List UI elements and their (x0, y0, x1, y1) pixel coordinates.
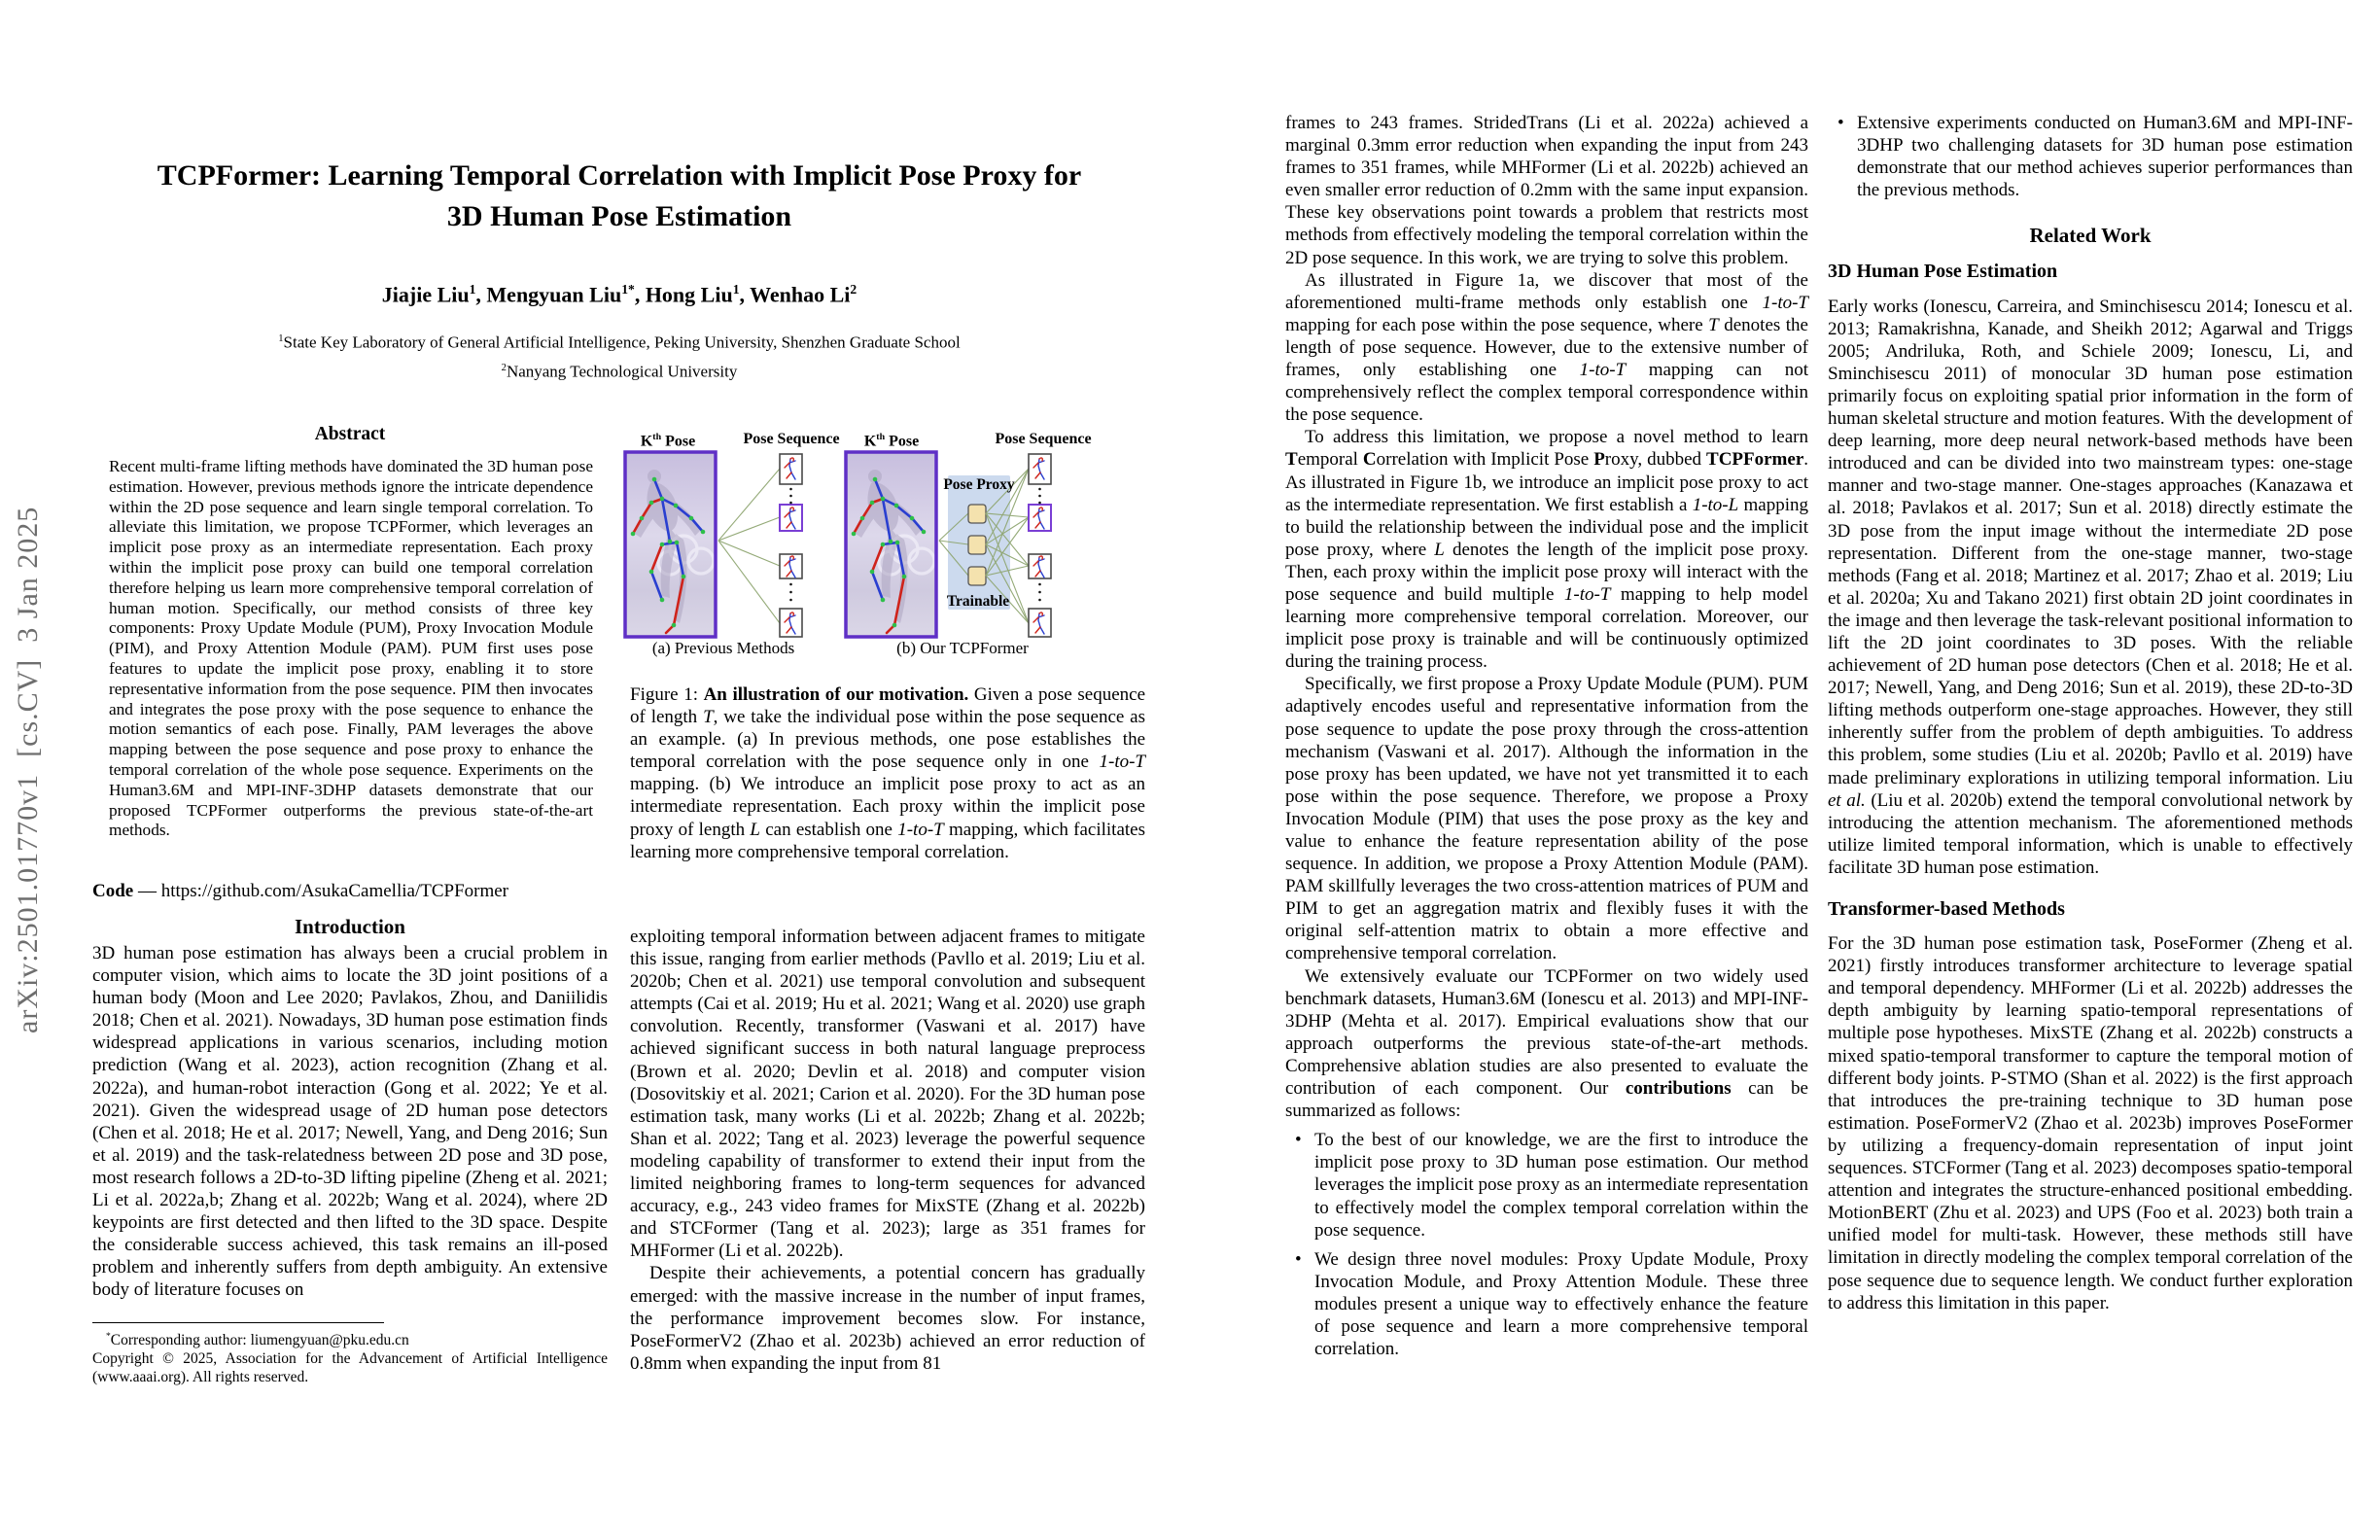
affiliation-line-2: $^2$Nanyang Technological University (501, 362, 738, 381)
bullet-text: We design three novel modules: Proxy Update Module, Proxy Invocation Module, and Proxy Attention Module. These three modules present a unique way to effectively enhance the feature of pose sequence and learn a more comprehensive temporal correlation. (1314, 1248, 1808, 1360)
bullet-text: Extensive experiments conducted on Human3.6M and MPI-INF-3DHP two challenging datasets for 3D human pose estimation demonstrate that our method achieves superior performances than the previous methods. (1857, 113, 2353, 201)
code-separator: — (133, 881, 161, 901)
paragraph: As illustrated in Figure 1a, we discover that most of the aforementioned multi-frame methods only establish one 1-to-T mapping for each pose within the pose sequence, where T denotes the length of pose sequence. However, due to the extensive number of frames, only establishing one 1-to-T mapping can not comprehensively reflect the complex temporal correspondence within the pose sequence. (1285, 269, 1808, 426)
paragraph: To address this limitation, we propose a novel method to learn Temporal Correlation with Implicit Pose Proxy, dubbed TCPFormer. As illustrated in Figure 1b, we introduce an implicit pose proxy to act as the intermediate representation. We first establish a 1-to-L mapping to build the relationship between the individual pose and the implicit pose proxy, where L denotes the length of the implicit pose proxy. Then, each proxy within the implicit pose proxy will interact with the pose sequence and build multiple 1-to-T mapping to help model learning more comprehensive temporal correlation. Moreover, our implicit pose proxy is trainable and will be continuously optimized during the training process. (1285, 427, 1808, 673)
bullet-icon: • (1295, 1248, 1302, 1270)
proxy-tokens (968, 505, 986, 585)
subsection-heading-transformer: Transformer-based Methods (1828, 898, 2065, 920)
paragraph: For the 3D human pose estimation task, PoseFormer (Zheng et al. 2021) firstly introduces transformer architecture to leverage spatial and temporal dependency. MHFormer (Li et al. 2022b) addresses the depth ambiguity by learning spatio-temporal representations of multiple pose hypotheses. MixSTE (Zhang et al. 2022b) constructs a mixed spatio-temporal transformer to capture the temporal motion of different body joints. P-STMO (Shan et al. 2022) is the first approach that introduces the pre-training technique to 3D human pose estimation. PoseFormerV2 (Zhao et al. 2023b) improves PoseFormer by utilizing a frequency-domain representation of input joint sequences. STCFormer (Tang et al. 2023) decomposes spatio-temporal attention and integrates the structure-enhanced positional embedding. MotionBERT (Zhu et al. 2023) and UPS (Foo et al. 2023) both train a unified model for multi-task. However, these methods still have limitation in directly modeling the complex temporal correlation of the pose sequence due to sequence length. We conduct further exploration to address this limitation in this paper. (1828, 933, 2353, 1313)
authors-line: Jiajie Liu$^1$, Mengyuan Liu$^{1*}$, Hong Liu$^1$, Wenhao Li$^2$ (381, 282, 858, 307)
paper-title-line-2: 3D Human Pose Estimation (446, 200, 792, 232)
paper-title (92, 156, 1146, 237)
paragraph: exploiting temporal information between adjacent frames to mitigate this issue, ranging from earlier methods (Pavllo et al. 2019; Liu et al. 2020b; Chen et al. 2021) use temporal convolution and subsequent attempts (Cai et al. 2019; Hu et al. 2021; Wang et al. 2020) use graph convolution. Recently, transformer (Vaswani et al. 2017) have achieved significant success in both natural language preprocess (Brown et al. 2020; Devlin et al. 2018) and computer vision (Dosovitskiy et al. 2021; Carion et al. 2020). For the 3D human pose estimation task, many works (Li et al. 2022b; Zhang et al. 2022b; Shan et al. 2022; Tang et al. 2023) leverage the powerful sequence modeling capability of transformer to extend their input from the limited neighboring frames to long-term sequences for advanced accuracy, e.g., 243 video frames for MixSTE (Zhang et al. 2022b) and STCFormer (Tang et al. 2023); large as 351 frames for MHFormer (Li et al. 2022b). (630, 927, 1145, 1262)
code-repo-link[interactable]: https://github.com/AsukaCamellia/TCPFormer (160, 881, 509, 901)
pose-sequence-label-b: Pose Sequence (995, 431, 1092, 447)
affiliation-line-1: $^1$State Key Laboratory of General Artificial Intelligence, Peking University, Shenzhen Graduate School (278, 332, 961, 352)
kth-pose-label-a: $K^{th}$ Pose (640, 432, 696, 450)
bullet-icon: • (1838, 113, 1844, 133)
introduction-paragraph: 3D human pose estimation has always been a crucial problem in computer vision, which aims to locate the 3D joint positions of a human body (Moon and Lee 2020; Pavlakos, Zhou, and Daniilidis 2018; Chen et al. 2021). Nowadays, 3D human pose estimation finds widespread applications in various scenarios, including motion prediction (Wang et al. 2023), action recognition (Zhang et al. 2022a), and human-robot interaction (Gong et al. 2022; Ye et al. 2021). Given the widespread usage of 2D human pose detectors (Chen et al. 2018; He et al. 2017; Newell, Yang, and Deng 2016; Sun et al. 2019) and the task-relatedness between 2D pose and 3D pose, most research follows a 2D-to-3D lifting pipeline (Zheng et al. 2021; Li et al. 2022a,b; Zhang et al. 2022b; Wang et al. 2024), where 2D keypoints are first detected and then lifted to the 3D space. Despite the considerable success achieved, this task remains an ill-posed problem and inherently suffers from depth ambiguity. An extensive body of literature focuses on (92, 943, 608, 1301)
footnote-copyright: Copyright © 2025, Association for the Advancement of Artificial Intelligence (www.aaai.org). All rights reserved. (92, 1349, 608, 1385)
footnote-rule (92, 1322, 384, 1323)
bullet-icon: • (1295, 1130, 1302, 1151)
code-line (92, 881, 608, 902)
code-label: Code (92, 881, 134, 901)
pose-proxy-label: Pose Proxy (943, 476, 1015, 493)
subcaption-a: (a) Previous Methods (651, 639, 795, 657)
paragraph: Early works (Ionescu, Carreira, and Sminchisescu 2014; Ionescu et al. 2013; Ramakrishna, Kanade, and Sheikh 2012; Agarwal and Triggs 2005; Andriluka, Roth, and Schiele 2009; Ionescu, Li, and Sminchisescu 2011) of monocular 3D human pose estimation primarily focus on exploiting spatial prior information in the form of human skeletal structure and motion features. With the development of deep learning, more deep neural network-based methods have been introduced and can be divided into two mainstream types: one-stage manner and two-stage manner. One-stages approaches (Kanazawa et al. 2018; Pavlakos et al. 2017; Sun et al. 2018) directly estimate the 3D pose from the input image without the intermediate 2D pose representation. Different from the one-stage manner, two-stage methods (Fang et al. 2018; Martinez et al. 2017; Zhao et al. 2019; Liu et al. 2020a; Xu and Takano 2021) first obtain 2D joint coordinates in the image and then leverage the task-relevant positional information to lift the 2D joint coordinates to 3D poses. With the reliable achievement of 2D human pose detectors (Chen et al. 2018; He et al. 2017; Newell, Yang, and Deng 2016; Sun et al. 2019), these 2D-to-3D lifting methods outperform one-stage approaches. However, they still inherently suffer from the problem of depth ambiguities. To address this problem, some studies (Liu et al. 2020b; Pavllo et al. 2019) have made preliminary explorations in utilizing temporal information. Liu et al. (Liu et al. 2020b) extend the temporal convolutional network by introducing the attention mechanism. The aforementioned methods utilize limited temporal information, which is unable to effectively facilitate 3D human pose estimation. (1828, 296, 2353, 878)
column-4 (1828, 112, 2353, 1314)
proxy-token (968, 567, 986, 585)
contribution-bullet-3 (1828, 112, 2353, 201)
proxy-token (968, 536, 986, 554)
paper-title-line-1: TCPFormer: Learning Temporal Correlation with Implicit Pose Proxy for (157, 159, 1082, 192)
affiliations (92, 327, 1146, 384)
column-2 (630, 926, 1145, 1375)
column-3 (1285, 112, 1808, 1363)
paragraph: Specifically, we first propose a Proxy Update Module (PUM). PUM adaptively encodes useful and representative information from the pose sequence to update the pose proxy through the cross-attention mechanism (Vaswani et al. 2017). Although the information in the pose proxy has been updated, we have not yet transmitted it to each pose within the pose sequence. Therefore, we propose a Proxy Invocation Module (PIM) that uses the pose proxy as the key and value to enhance the feature representation ability of the pose sequence. In addition, we propose a Proxy Attention Module (PAM). PAM skillfully leverages the two cross-attention matrices of PUM and PIM to get an aggregation matrix and flexibly fuses it with the original self-attention matrix to obtain a more effective and comprehensive temporal correlation. (1285, 674, 1808, 964)
subcaption-b: (b) Our TCPFormer (896, 639, 1029, 657)
kth-pose-label-b: $K^{th}$ Pose (863, 432, 920, 450)
figure-1 (622, 428, 1147, 661)
fan-lines-a (718, 469, 780, 623)
abstract-heading: Abstract (314, 424, 386, 444)
arxiv-watermark: arXiv:2501.01770v1 [cs.CV] 3 Jan 2025 (12, 506, 44, 1034)
bullet-text: To the best of our knowledge, we are the first to introduce the implicit pose proxy to 3D human pose estimation. Our method leverages the implicit pose proxy as an intermediate representation to effectively model the complex temporal correlation within the pose sequence. (1314, 1130, 1808, 1241)
trainable-label: Trainable (946, 593, 1010, 610)
figure-1-caption: Figure 1: An illustration of our motivation. Given a pose sequence of length T, we take the individual pose within the pose sequence as an example. (a) In previous methods, one pose establishes the temporal correlation with the pose sequence only in one 1-to-T mapping. (b) We introduce an implicit pose proxy to act as an intermediate representation. Each proxy within the implicit pose proxy of length L can establish one 1-to-T mapping, which facilitates learning more comprehensive temporal correlation. (630, 684, 1146, 862)
subsection-heading-3d-hpe: 3D Human Pose Estimation (1828, 261, 2058, 283)
contribution-bullet-1 (1285, 1129, 1808, 1241)
paragraph: We extensively evaluate our TCPFormer on two widely used benchmark datasets, Human3.6M (Ionescu et al. 2013) and MPI-INF-3DHP (Mehta et al. 2017). Empirical evaluations show that our approach outperforms the previous state-of-the-art methods. Comprehensive ablation studies are also presented to evaluate the contribution of each component. Our contributions can be summarized as follows: (1285, 965, 1808, 1122)
paragraph: Despite their achievements, a potential concern has gradually emerged: with the massive increase in the number of input frames, the performance improvement becomes slow. For instance, PoseFormerV2 (Zhao et al. 2023b) achieved an error reduction of 0.8mm when expanding the input from 81 (630, 1263, 1145, 1374)
contribution-bullet-2 (1285, 1248, 1808, 1360)
footnote-corresponding-author: *Corresponding author: liumengyuan@pku.edu.cn (106, 1331, 409, 1349)
abstract-text: Recent multi-frame lifting methods have dominated the 3D human pose estimation. However, previous methods ignore the intricate dependence within the 2D pose sequence and learn single temporal correlation. To alleviate this limitation, we propose TCPFormer, which leverages an implicit pose proxy as an intermediate representation. Each proxy within the implicit pose proxy can build one temporal correlation therefore helping us learn more comprehensive temporal correlation of human motion. Specifically, our method consists of three key components: Proxy Update Module (PUM), Proxy Invocation Module (PIM), and Proxy Attention Module (PAM). PUM first uses pose features to update the implicit pose proxy, enabling it to store representative information from the pose sequence. PIM then invocates and integrates the pose proxy with the pose sequence to enhance the motion semantics of each pose. Finally, PAM leverages the above mapping between the pose sequence and pose proxy to enhance the temporal correlation of the whole pose sequence. Experiments on the Human3.6M and MPI-INF-3DHP datasets demonstrate that our proposed TCPFormer outperforms the previous state-of-the-art methods. (109, 457, 593, 840)
figure-1-graphic (622, 428, 1147, 661)
pose-thumbnails-b (1029, 454, 1051, 637)
related-work-heading: Related Work (2029, 224, 2152, 248)
introduction-heading: Introduction (295, 915, 405, 938)
proxy-token (968, 505, 986, 523)
pose-sequence-label-a: Pose Sequence (743, 431, 840, 447)
pose-thumbnails-a (780, 454, 802, 637)
footnote (92, 1328, 608, 1387)
paragraph: frames to 243 frames. StridedTrans (Li et al. 2022a) achieved a marginal 0.3mm error reduction when expanding the input from 243 frames to 351 frames, while MHFormer (Li et al. 2022b) achieved an even smaller error reduction of 0.2mm with the same input expansion. These key observations point towards a problem that restricts most methods from effectively modeling the temporal correlation within the 2D pose sequence. In this work, we are trying to solve this problem. (1285, 113, 1808, 268)
